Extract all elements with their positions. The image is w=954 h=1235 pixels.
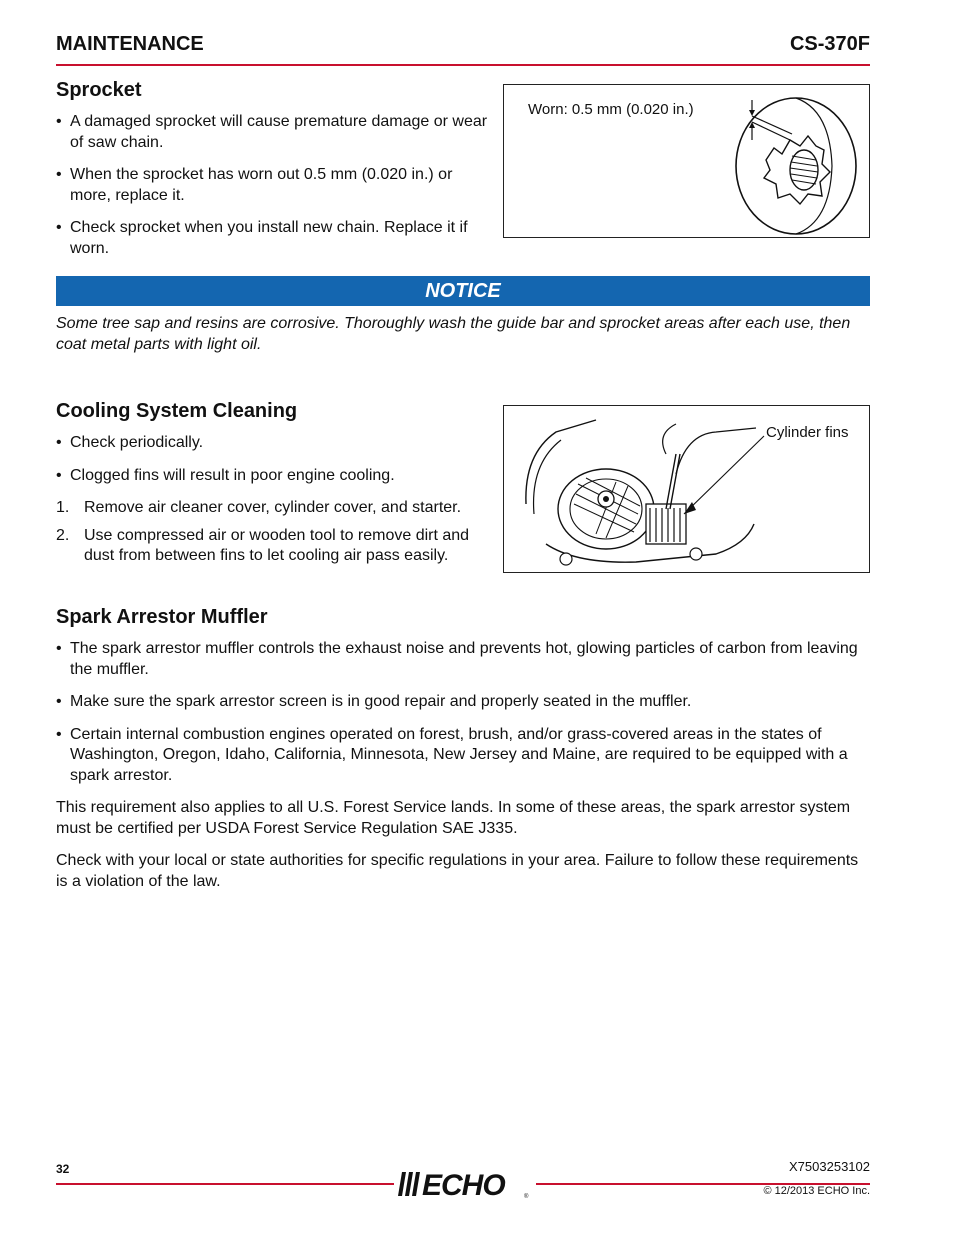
list-item <box>56 526 496 567</box>
copyright: © 12/2013 ECHO Inc. <box>763 1185 870 1197</box>
list-item: • When the sprocket has worn out 0.5 mm (0.020 in.) or more, replace it. <box>56 165 496 206</box>
step-number: 2. <box>56 526 70 544</box>
list-item: • Certain internal combustion engines operated on forest, brush, and/or grass-covered areas in the states of Washington, Oregon, Idaho, California, Minnesota, New Jersey and Maine, are required to be equipped with a spark arrestor. <box>56 725 870 787</box>
list-item: • The spark arrestor muffler controls the exhaust noise and prevents hot, glowing particles of carbon from leaving the muffler. <box>56 639 870 680</box>
step-number: 1. <box>56 499 70 516</box>
cooling-steps <box>56 498 496 574</box>
echo-logo <box>396 1168 534 1200</box>
step-text: Remove air cleaner cover, cylinder cover, and starter. <box>84 499 462 516</box>
list-item: • A damaged sprocket will cause premature damage or wear of saw chain. <box>56 112 496 153</box>
header-divider <box>56 64 870 66</box>
notice-banner: NOTICE <box>56 276 870 306</box>
list-item: • Make sure the spark arrestor screen is in good repair and properly seated in the muffler. <box>56 692 870 713</box>
cylinder-fins-label: Cylinder fins <box>766 424 849 441</box>
spark-bullets <box>56 639 870 798</box>
list-item <box>56 498 496 519</box>
cooling-heading: Cooling System Cleaning <box>56 400 298 422</box>
notice-text: Some tree sap and resins are corrosive. Thoroughly wash the guide bar and sprocket areas after each use, then coat metal parts with light oil. <box>56 315 851 353</box>
model-number: CS-370F <box>789 33 870 55</box>
list-item: • Check sprocket when you install new chain. Replace it if worn. <box>56 218 496 259</box>
list-item: • Check periodically. <box>56 433 496 454</box>
sprocket-bullets <box>56 112 496 271</box>
spark-paragraph-1: This requirement also applies to all U.S. Forest Service lands. In some of these areas, the spark arrestor system must be certified per USDA Forest Service Regulation SAE J335. <box>56 799 851 837</box>
page-number: 32 <box>56 1162 70 1176</box>
step-text: Use compressed air or wooden tool to remove dirt and dust from between fins to let cooling air pass easily. <box>84 526 470 564</box>
spark-paragraph-2: Check with your local or state authorities for specific regulations in your area. Failure to follow these requirements is a violation of the law. <box>56 852 859 890</box>
cylinder-illustration <box>516 414 766 569</box>
sprocket-illustration <box>704 90 864 235</box>
part-number: X7503253102 <box>789 1159 870 1174</box>
echo-logo-mark <box>396 1168 534 1200</box>
list-item: • Clogged fins will result in poor engine cooling. <box>56 466 496 487</box>
spark-heading: Spark Arrestor Muffler <box>56 606 268 628</box>
cylinder-figure <box>503 405 870 573</box>
logo-wordmark: ECHO <box>422 1169 505 1200</box>
worn-label: Worn: 0.5 mm (0.020 in.) <box>528 101 694 118</box>
section-title: MAINTENANCE <box>56 33 204 55</box>
svg-text:®: ® <box>524 1194 529 1200</box>
cooling-bullets <box>56 433 496 498</box>
sprocket-heading: Sprocket <box>56 79 142 101</box>
footer-divider-left <box>56 1183 394 1185</box>
sprocket-figure <box>503 84 870 238</box>
